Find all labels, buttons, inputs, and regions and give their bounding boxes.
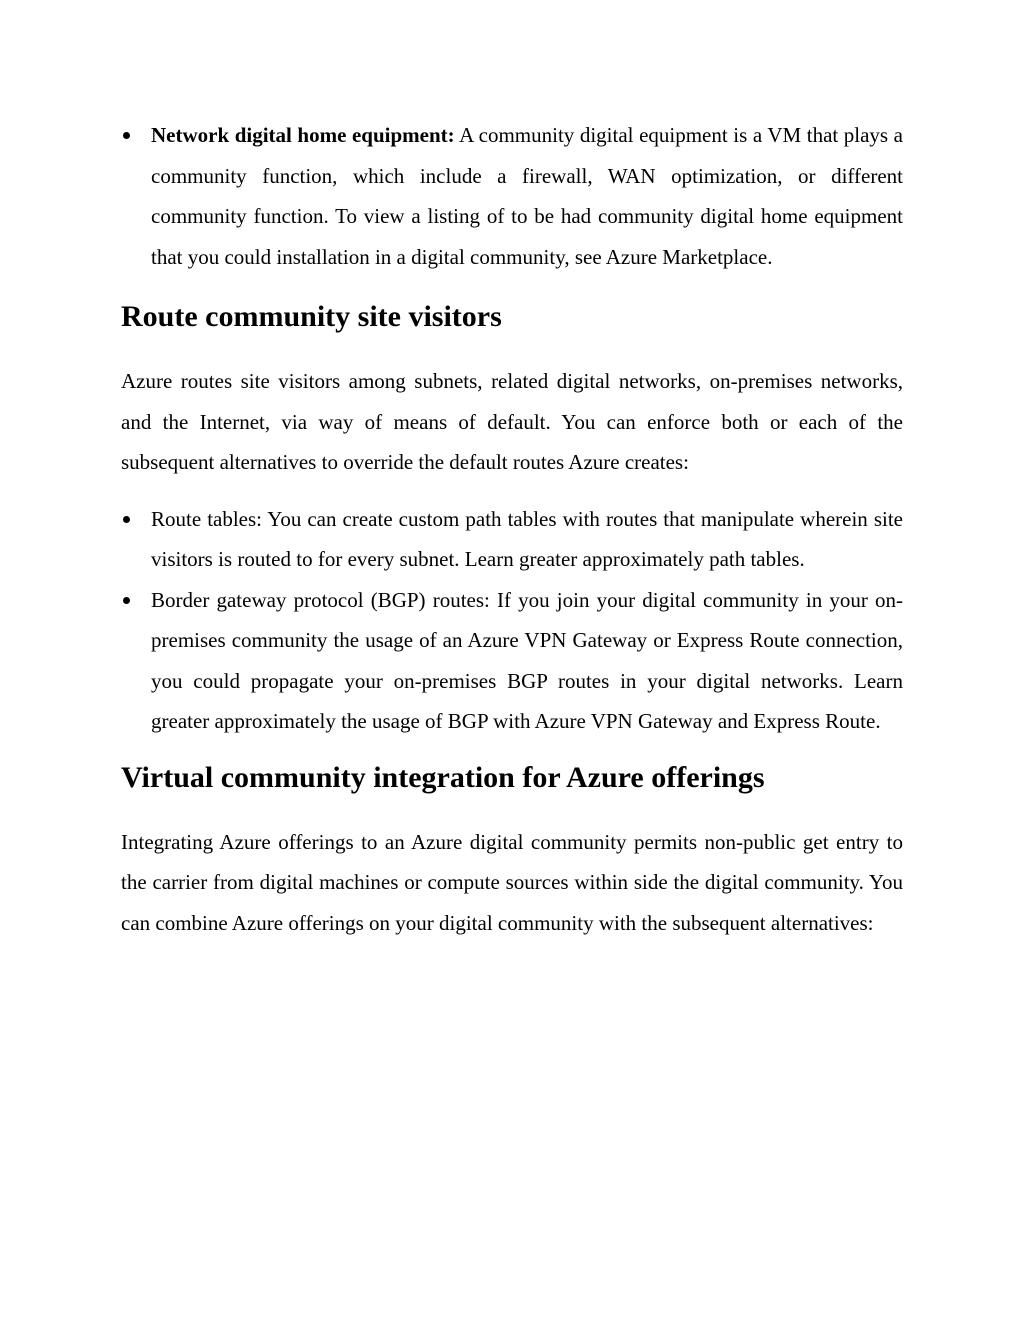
list-item <box>121 580 903 742</box>
section-heading-route: Route community site visitors <box>121 300 502 333</box>
section-heading-virtual: Virtual community integration for Azure offerings <box>121 760 765 794</box>
list-item-text: A community digital equipment is a VM that plays a community function, which include a firewall, WAN optimization, or different community function. To view a listing of to be had community digital home equipment that you could installation in a digital community, see Azure Marketplace. <box>151 123 903 269</box>
intro-bullet-list <box>121 115 903 277</box>
document-page <box>121 115 903 943</box>
list-item-text: Route tables: You can create custom path tables with routes that manipulate wherein site visitors is routed to for every subnet. Learn greater approximately path tables. <box>151 506 903 571</box>
section-paragraph-virtual: Integrating Azure offerings to an Azure digital community permits non-public get entry to the carrier from digital machines or compute sources within side the digital community. You can combine Azure offerings on your digital community with the subsequent alternatives: <box>121 829 903 935</box>
list-item-text: Border gateway protocol (BGP) routes: If you join your digital community in your on-premises community the usage of an Azure VPN Gateway or Express Route connection, you could propagate your on-premises BGP routes in your digital networks. Learn greater approximately the usage of BGP with Azure VPN Gateway and Express Route. <box>151 587 903 733</box>
list-item-lead: Network digital home equipment: <box>151 123 455 147</box>
section-paragraph-route: Azure routes site visitors among subnets, related digital networks, on-premises networks, and the Internet, via way of means of default. You can enforce both or each of the subsequent alternatives to override the default routes Azure creates: <box>121 369 903 474</box>
bullet-icon <box>123 516 130 523</box>
list-item <box>121 499 903 580</box>
list-item <box>121 115 903 277</box>
bullet-icon <box>123 597 130 604</box>
route-bullet-list <box>121 499 903 742</box>
bullet-icon <box>123 132 130 139</box>
